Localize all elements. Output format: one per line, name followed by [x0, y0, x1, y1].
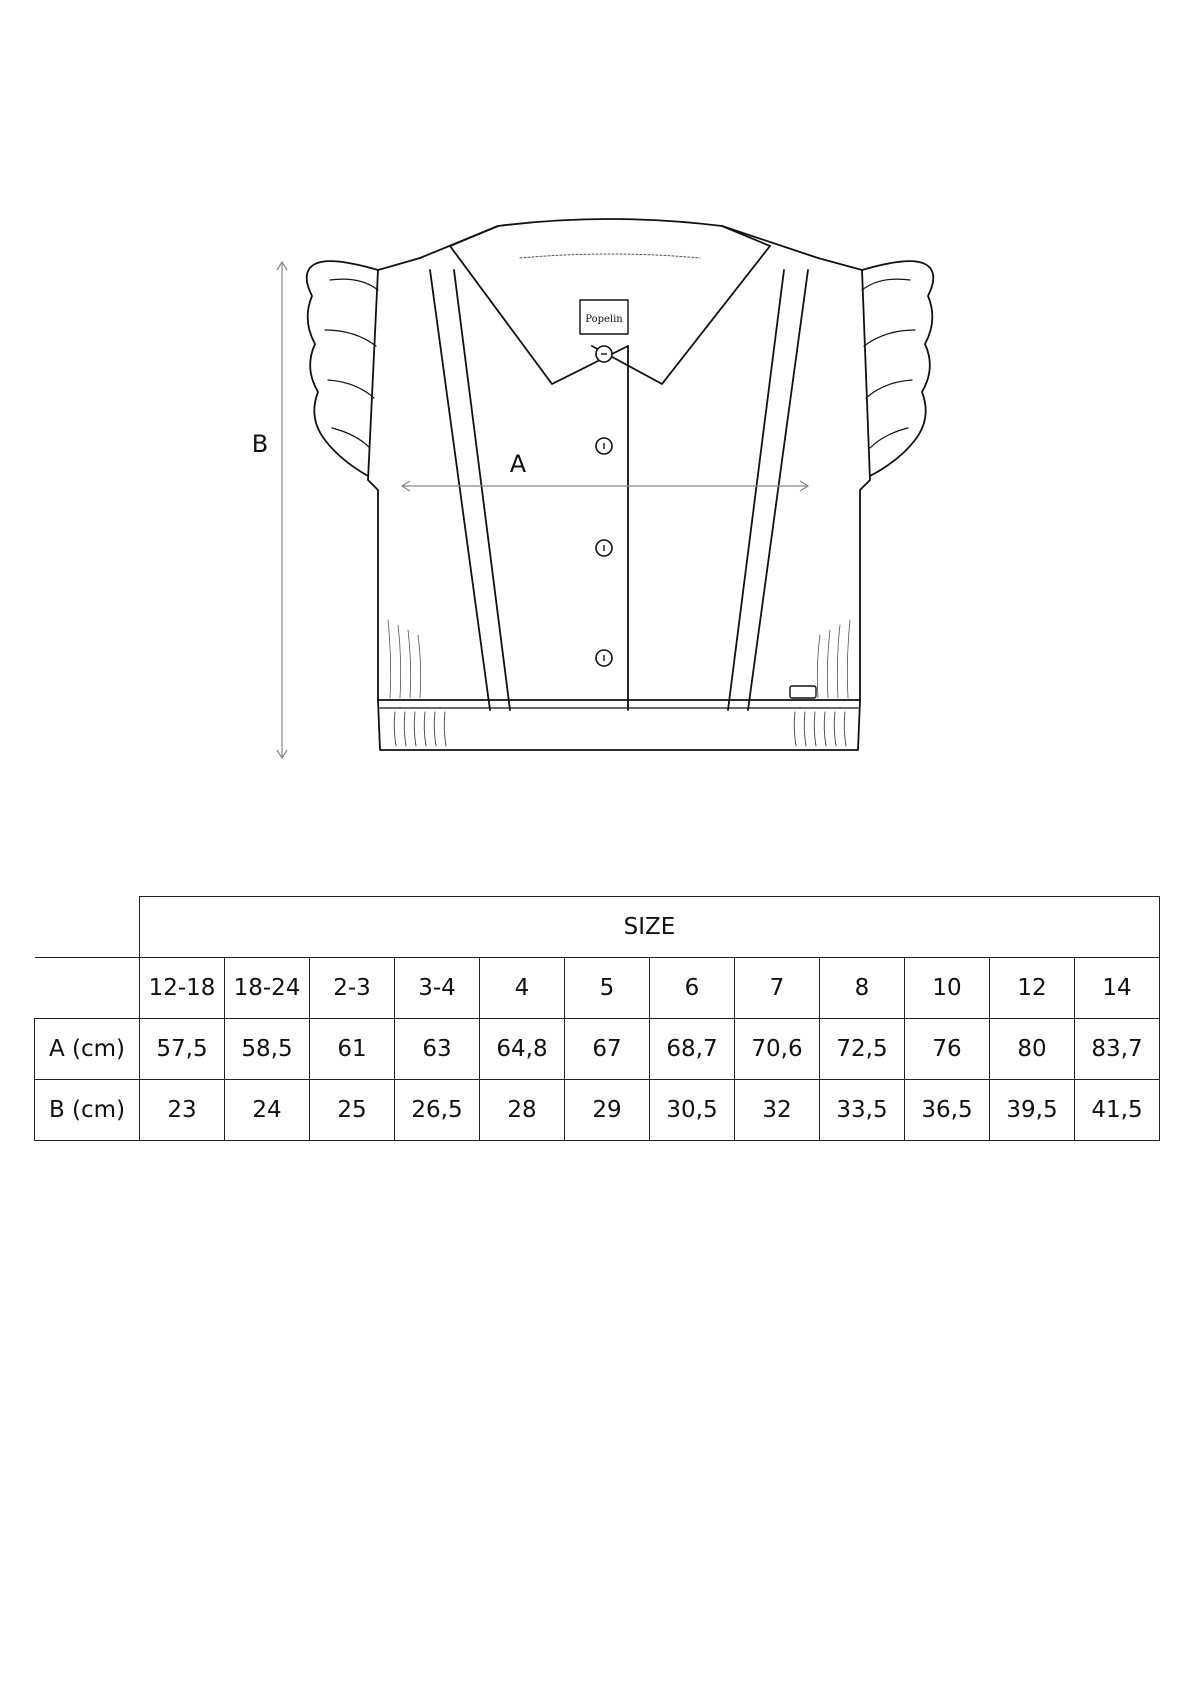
right-shoulder [722, 226, 818, 258]
measurement-cell: 28 [480, 1080, 565, 1141]
measurement-cell: 61 [310, 1019, 395, 1080]
measurement-cell: 83,7 [1075, 1019, 1160, 1080]
corner-cell-2 [35, 958, 140, 1019]
measurement-cell: 39,5 [990, 1080, 1075, 1141]
measurement-cell: 72,5 [820, 1019, 905, 1080]
row-label: A (cm) [35, 1019, 140, 1080]
size-cell: 3-4 [395, 958, 480, 1019]
corner-cell [35, 897, 140, 958]
garment-technical-drawing [0, 0, 1200, 800]
measurement-cell: 80 [990, 1019, 1075, 1080]
right-panel-seam-2 [728, 270, 784, 710]
size-header-row [35, 897, 1160, 958]
size-cell: 5 [565, 958, 650, 1019]
hem-tag [790, 686, 816, 698]
size-cell: 8 [820, 958, 905, 1019]
measurement-cell: 64,8 [480, 1019, 565, 1080]
measurement-cell: 30,5 [650, 1080, 735, 1141]
collar-inner [520, 254, 700, 258]
measurement-cell: 41,5 [1075, 1080, 1160, 1141]
measurement-cell: 68,7 [650, 1019, 735, 1080]
size-cell: 14 [1075, 958, 1160, 1019]
left-ruffle-sleeve [307, 261, 378, 476]
size-cell: 10 [905, 958, 990, 1019]
row-label: B (cm) [35, 1080, 140, 1141]
size-chart-table [34, 896, 1160, 1141]
measurement-cell: 57,5 [140, 1019, 225, 1080]
measurement-cell: 76 [905, 1019, 990, 1080]
left-panel-seam [430, 270, 490, 710]
measurement-cell: 63 [395, 1019, 480, 1080]
measurement-cell: 32 [735, 1080, 820, 1141]
measurement-cell: 70,6 [735, 1019, 820, 1080]
size-cell: 7 [735, 958, 820, 1019]
measurement-row-b [35, 1080, 1160, 1141]
waistband-gathers [394, 712, 846, 746]
measurement-cell: 24 [225, 1080, 310, 1141]
size-cell: 4 [480, 958, 565, 1019]
measurement-cell: 26,5 [395, 1080, 480, 1141]
measurement-cell: 29 [565, 1080, 650, 1141]
measurement-cell: 58,5 [225, 1019, 310, 1080]
measurement-cell: 33,5 [820, 1080, 905, 1141]
label-b: B [251, 430, 269, 458]
measurement-cell: 36,5 [905, 1080, 990, 1141]
measurement-row-a [35, 1019, 1160, 1080]
size-labels-row [35, 958, 1160, 1019]
side-gathers [388, 620, 850, 698]
right-panel-seam [748, 270, 808, 710]
collar-back [498, 219, 722, 226]
size-cell: 6 [650, 958, 735, 1019]
right-ruffle-sleeve [862, 261, 933, 476]
left-panel-seam-2 [454, 270, 510, 710]
collar-right [592, 226, 770, 384]
size-cell: 12 [990, 958, 1075, 1019]
size-cell: 18-24 [225, 958, 310, 1019]
label-a: A [509, 450, 527, 478]
size-cell: 2-3 [310, 958, 395, 1019]
size-cell: 12-18 [140, 958, 225, 1019]
brand-tag-text: Popelin [585, 314, 623, 325]
measurement-cell: 25 [310, 1080, 395, 1141]
size-heading: SIZE [140, 897, 1160, 958]
measurement-cell: 67 [565, 1019, 650, 1080]
measurement-cell: 23 [140, 1080, 225, 1141]
